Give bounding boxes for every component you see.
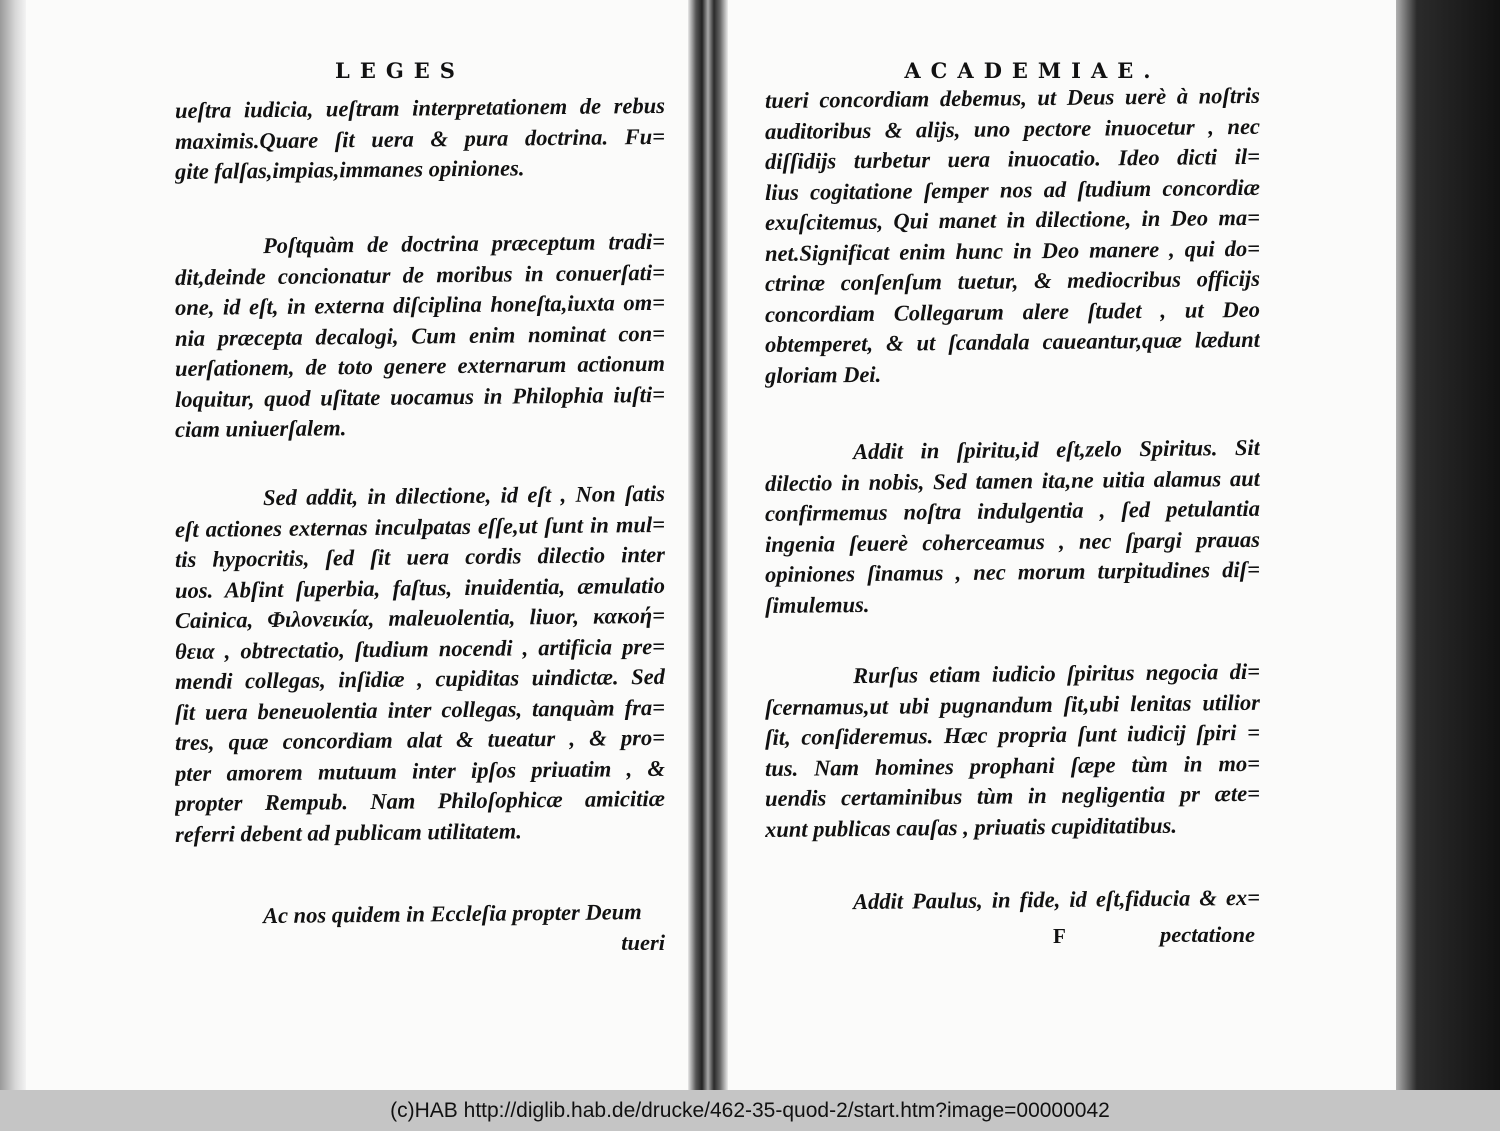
text-line: Cainica, Φιλονεικία, maleuolentia, liuor, κακοή= [174, 602, 666, 633]
right-page-edge [1396, 0, 1500, 1090]
text-line: Sed addit, in dilectione, id eſt , Non ſatis [262, 480, 666, 511]
text-line: tueri concordiam debemus, ut Deus uerè à noſtris [764, 82, 1261, 113]
text-line: net.Significat enim hunc in Deo manere , qui do= [764, 235, 1261, 266]
right-paragraph-2 [764, 434, 1261, 621]
book-gutter [688, 0, 728, 1090]
text-line: uos. Abſint ſuperbia, faſtus, inuidentia, æmulatio [174, 572, 666, 603]
signature-mark: F [1053, 924, 1066, 948]
text-line: ctrinæ conſenſum tuetur, & mediocribus officijs [764, 265, 1261, 296]
text-line: tus. Nam homines prophani ſæpe tùm in mo= [764, 750, 1261, 781]
left-catchword: tueri [621, 930, 665, 955]
text-line: referri debent ad publicam utilitatem. [174, 817, 522, 847]
text-line: ueſtra iudicia, ueſtram interpretationem de rebus [174, 92, 666, 123]
right-paragraph-1 [764, 82, 1261, 391]
left-paragraph-3 [174, 480, 666, 850]
right-catchword: pectatione [1160, 922, 1255, 947]
text-line: ingenia ſeuerè coherceamus , nec ſpargi prauas [764, 526, 1261, 557]
text-line: ſit, conſideremus. Hæc propria ſunt iudicij ſpiri = [764, 719, 1261, 750]
text-line: gite falſas,impias,immanes opiniones. [174, 155, 525, 184]
text-line: opiniones ſinamus , nec morum turpitudines diſ= [764, 556, 1261, 587]
text-line: nia præcepta decalogi, Cum enim nominat con= [174, 320, 666, 351]
left-paragraph-1 [174, 92, 666, 188]
text-line: ſit uera beneuolentia inter collegas, tanquàm fra= [174, 694, 666, 725]
left-paragraph-2 [174, 228, 666, 446]
right-paragraph-4 [765, 884, 1261, 919]
text-line: diſſidijs turbetur uera inuocatio. Ideo dicti il= [764, 143, 1261, 174]
text-line: pter amorem mutuum inter ipſos priuatim , & [174, 755, 666, 786]
text-line: Rurſus etiam iudicio ſpiritus negocia di= [852, 658, 1261, 689]
text-line: lius cogitatione ſemper nos ad ſtudium concordiæ [764, 174, 1261, 205]
text-line: xunt publicas cauſas , priuatis cupiditatibus. [764, 812, 1178, 842]
text-line: confirmemus noſtra indulgentia , ſed petulantia [764, 495, 1261, 526]
text-line: ciam uniuerſalem. [174, 415, 347, 442]
right-paragraph-3 [764, 658, 1261, 845]
text-line: uendis certaminibus tùm in negligentia pr æte= [764, 780, 1261, 811]
text-line: eſt actiones externas inculpatas eſſe,ut ſunt in mul= [174, 511, 666, 542]
left-page-header: LEGES [335, 58, 465, 83]
text-line: Addit Paulus, in fide, id eſt,fiducia & ex= [852, 884, 1261, 915]
left-paragraph-4 [175, 899, 665, 933]
text-line: propter Rempub. Nam Philoſophicæ amicitiæ [174, 785, 666, 816]
text-line: tis hypocritis, ſed ſit uera cordis dilectio inter [174, 541, 666, 572]
text-line: Addit in ſpiritu,id eſt,zelo Spiritus. Sit [852, 434, 1261, 465]
text-line: Poſtquàm de doctrina præceptum tradi= [262, 228, 666, 259]
left-page-edge [0, 0, 26, 1090]
copyright-footer: (c)HAB http://diglib.hab.de/drucke/462-35-quod-2/start.htm?image=00000042 [0, 1090, 1500, 1131]
text-line: θεια , obtrectatio, ſtudium nocendi , artificia pre= [174, 633, 666, 664]
text-line: loquitur, quod uſitate uocamus in Philophia iuſti= [174, 381, 666, 412]
right-page-header: ACADEMIAE. [904, 58, 1161, 83]
text-line: obtemperet, & ut ſcandala caueantur,quæ lædunt [764, 326, 1261, 357]
text-line: Ac nos quidem in Eccleſia propter Deum [262, 899, 642, 929]
text-line: mendi collegas, inſidiæ , cupiditas uindictæ. Sed [174, 663, 666, 694]
text-line: ſimulemus. [764, 591, 870, 618]
text-line: concordiam Collegarum alere ſtudet , ut Deo [764, 296, 1261, 327]
text-line: maximis.Quare ſit uera & pura doctrina. Fu= [174, 123, 666, 154]
text-line: tres, quæ concordiam alat & tueatur , & pro= [174, 724, 666, 755]
text-line: uerſationem, de toto genere externarum actionum [174, 350, 666, 381]
text-line: dit,deinde concionatur de moribus in conuerſati= [174, 259, 666, 290]
text-line: ſcernamus,ut ubi pugnandum ſit,ubi lenitas utilior [764, 689, 1261, 720]
text-line: dilectio in nobis, Sed tamen ita,ne uitia alamus aut [764, 465, 1261, 496]
text-line: gloriam Dei. [764, 361, 882, 388]
text-line: auditoribus & alijs, uno pectore inuocetur , nec [764, 113, 1261, 144]
text-line: one, id eſt, in externa diſciplina honeſta,iuxta om= [174, 289, 666, 320]
text-line: exuſcitemus, Qui manet in dilectione, in Deo ma= [764, 204, 1261, 235]
